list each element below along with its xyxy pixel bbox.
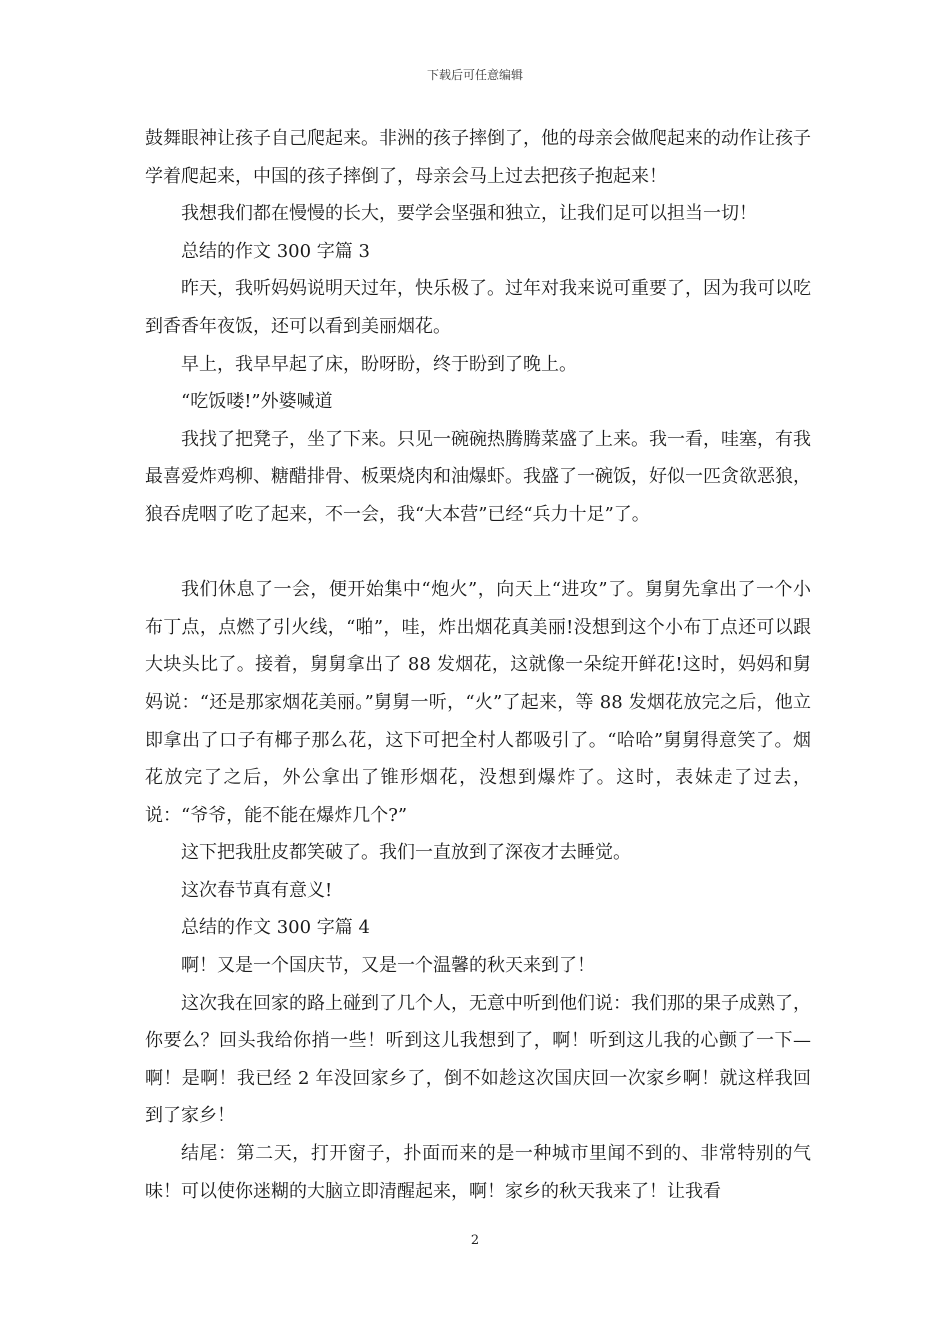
document-body (145, 120, 811, 1210)
page-number: 2 (470, 1233, 480, 1248)
paragraph: 昨天，我听妈妈说明天过年，快乐极了。过年对我来说可重要了，因为我可以吃到香香年夜饭，还可以看到美丽烟花。 (145, 278, 811, 337)
paragraph: 这次我在回家的路上碰到了几个人，无意中听到他们说：我们那的果子成熟了，你要么？回头我给你捎一些！听到这儿我想到了，啊！听到这儿我的心颤了一下—啊！是啊！我已经 2 年没回家乡了，倒不如趁这次国庆回一次家乡啊！就这样我回到了家乡！ (145, 992, 811, 1127)
page-header: 下载后可任意编辑 (426, 68, 523, 82)
paragraph: “吃饭喽!”外婆喊道 (181, 391, 333, 413)
paragraph: 这下把我肚皮都笑破了。我们一直放到了深夜才去睡觉。 (181, 842, 631, 864)
section-heading: 总结的作文 300 字篇 4 (181, 917, 370, 939)
paragraph: 这次春节真有意义! (181, 879, 333, 901)
paragraph-continuation: 鼓舞眼神让孩子自己爬起来。非洲的孩子摔倒了，他的母亲会做爬起来的动作让孩子学着爬起来，中国的孩子摔倒了，母亲会马上过去把孩子抱起来！ (145, 128, 811, 187)
section-heading: 总结的作文 300 字篇 3 (181, 240, 370, 262)
paragraph: 我们休息了一会，便开始集中“炮火”，向天上“进攻”了。舅舅先拿出了一个小布丁点，点燃了引火线，“啪”，哇，炸出烟花真美丽!没想到这个小布丁点还可以跟大块头比了。接着，舅舅拿出了 88 发烟花，这就像一朵绽开鲜花!这时，妈妈和舅妈说：“还是那家烟花美丽。”舅舅一听，“火”了起来，等 88 发烟花放完之后，他立即拿出了口子有椰子那么花，这下可把全村人都吸引了。“哈哈”舅舅得意笑了。烟花放完了之后，外公拿出了锥形烟花，没想到爆炸了。这时，表妹走了过去，说：“爷爷，能不能在爆炸几个?” (145, 579, 811, 826)
paragraph: 我想我们都在慢慢的长大，要学会坚强和独立，让我们足可以担当一切！ (181, 203, 757, 225)
paragraph: 啊！又是一个国庆节，又是一个温馨的秋天来到了！ (181, 955, 595, 977)
paragraph: 早上，我早早起了床，盼呀盼，终于盼到了晚上。 (181, 353, 577, 375)
paragraph: 结尾：第二天，打开窗子，扑面而来的是一种城市里闻不到的、非常特别的气味！可以使你迷糊的大脑立即清醒起来，啊！家乡的秋天我来了！让我看 (145, 1143, 811, 1202)
paragraph: 我找了把凳子，坐了下来。只见一碗碗热腾腾菜盛了上来。我一看，哇塞，有我最喜爱炸鸡柳、糖醋排骨、板栗烧肉和油爆虾。我盛了一碗饭，好似一匹贪欲恶狼，狼吞虎咽了吃了起来，不一会，我“大本营”已经“兵力十足”了。 (145, 428, 811, 525)
blank-line (145, 534, 811, 572)
